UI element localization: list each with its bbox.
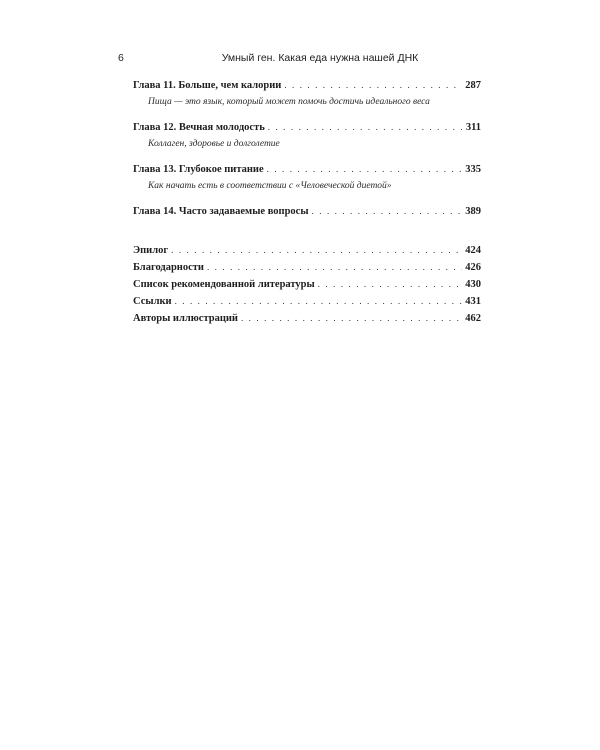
toc-dot-leader: [268, 121, 463, 134]
toc-chapter-12: [133, 121, 481, 150]
toc-chapter-11: [133, 79, 481, 108]
toc-dot-leader: [207, 261, 462, 274]
toc-entry-recommended-reading: [133, 278, 481, 291]
toc-back-matter: [133, 244, 481, 325]
toc-entry-epilogue: [133, 244, 481, 257]
toc-entry-page: 335: [465, 164, 481, 175]
toc-entry-subtitle: Пища — это язык, который может помочь достичь идеального веса: [148, 97, 430, 107]
toc-dot-leader: [171, 244, 462, 257]
toc-dot-leader: [241, 312, 462, 325]
toc-entry-references: [133, 295, 481, 308]
toc-entry-page: 430: [465, 279, 481, 290]
toc-entry-subtitle: Коллаген, здоровье и долголетие: [148, 139, 280, 149]
toc-dot-leader: [312, 205, 463, 218]
toc-entry-title: Эпилог: [133, 245, 169, 256]
toc-entry-title: Глава 14. Часто задаваемые вопросы: [133, 206, 309, 217]
toc-entry-title: Авторы иллюстраций: [133, 313, 238, 324]
toc-dot-leader: [267, 163, 463, 176]
toc-entry-page: 462: [465, 313, 481, 324]
running-header: Умный ген. Какая еда нужна нашей ДНК: [221, 52, 419, 64]
toc-dot-leader: [318, 278, 463, 291]
toc-entry-page: 424: [465, 245, 481, 256]
toc-entry: [133, 79, 481, 92]
toc-entry: [133, 121, 481, 134]
toc-entry: [133, 205, 481, 218]
page-number: 6: [118, 52, 124, 64]
toc-entry-title: Глава 12. Вечная молодость: [133, 122, 265, 133]
toc-entry-title: Список рекомендованной литературы: [133, 279, 315, 290]
toc-entry-page: 431: [465, 296, 481, 307]
toc-entry-acknowledgements: [133, 261, 481, 274]
toc-entry-title: Благодарности: [133, 262, 204, 273]
toc-entry-page: 287: [465, 80, 481, 91]
toc-entry-title: Глава 11. Больше, чем калории: [133, 80, 282, 91]
toc-chapter-13: [133, 163, 481, 192]
toc-entry-title: Глава 13. Глубокое питание: [133, 164, 264, 175]
toc-entry-page: 311: [465, 122, 481, 133]
toc-entry: [133, 163, 481, 176]
toc-dot-leader: [284, 79, 462, 92]
toc-entry-subtitle: Как начать есть в соответствии с «Человеческой диетой»: [148, 181, 392, 191]
toc-entry-title: Ссылки: [133, 296, 172, 307]
toc-dot-leader: [175, 295, 463, 308]
toc-chapter-14: [133, 205, 481, 218]
table-of-contents: [133, 79, 481, 329]
toc-entry-page: 426: [465, 262, 481, 273]
toc-entry-illustration-credits: [133, 312, 481, 325]
toc-entry-page: 389: [465, 206, 481, 217]
